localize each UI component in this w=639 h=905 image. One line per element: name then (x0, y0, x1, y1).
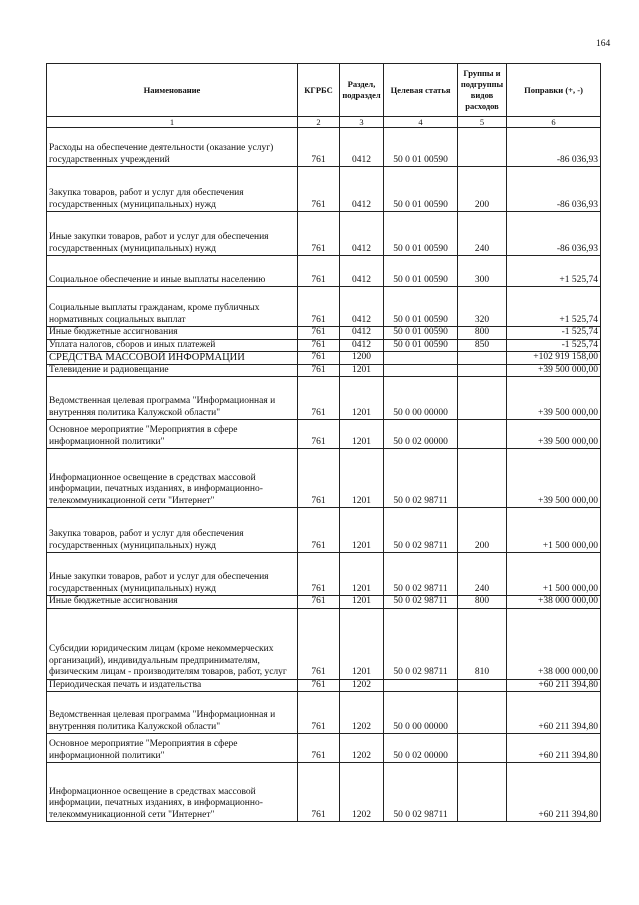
header-section: Раздел, подраздел (340, 64, 384, 117)
cell-amount: +1 525,74 (507, 256, 601, 287)
cell-target: 50 0 02 98711 (384, 763, 458, 822)
cell-group: 240 (458, 212, 507, 256)
cell-group (458, 449, 507, 508)
cell-target: 50 0 02 98711 (384, 553, 458, 596)
cell-group (458, 679, 507, 692)
table-row (47, 763, 601, 822)
cell-section: 0412 (340, 256, 384, 287)
cell-group: 240 (458, 553, 507, 596)
cell-name: Субсидии юридическим лицам (кроме некоммерческих организаций), индивидуальным предпринимателям, физическим лицам - производителям товаров, работ, услуг (47, 608, 298, 679)
cell-section: 0412 (340, 212, 384, 256)
cell-section: 0412 (340, 287, 384, 327)
cell-name: Информационное освещение в средствах массовой информации, печатных изданиях, в информационно-телекоммуникационной сети "Интернет" (47, 763, 298, 822)
cell-section: 1201 (340, 420, 384, 449)
cell-name: Основное мероприятие "Мероприятия в сфере информационной политики" (47, 734, 298, 763)
cell-group: 800 (458, 596, 507, 609)
table-row (47, 420, 601, 449)
cell-kgrbs: 761 (298, 364, 340, 377)
cell-amount: +38 000 000,00 (507, 596, 601, 609)
cell-amount: +1 525,74 (507, 287, 601, 327)
table-row (47, 327, 601, 340)
column-number: 6 (507, 117, 601, 128)
cell-kgrbs: 761 (298, 339, 340, 352)
cell-kgrbs: 761 (298, 763, 340, 822)
cell-amount: +39 500 000,00 (507, 364, 601, 377)
cell-name: Основное мероприятие "Мероприятия в сфере информационной политики" (47, 420, 298, 449)
cell-amount: +39 500 000,00 (507, 377, 601, 420)
cell-section: 0412 (340, 167, 384, 212)
cell-group (458, 128, 507, 167)
cell-target (384, 352, 458, 365)
cell-name: Иные бюджетные ассигнования (47, 596, 298, 609)
cell-name: Социальные выплаты гражданам, кроме публичных нормативных социальных выплат (47, 287, 298, 327)
cell-amount: -86 036,93 (507, 167, 601, 212)
cell-section: 1202 (340, 763, 384, 822)
cell-group (458, 364, 507, 377)
cell-target: 50 0 02 98711 (384, 596, 458, 609)
cell-amount: -1 525,74 (507, 327, 601, 340)
cell-section: 0412 (340, 339, 384, 352)
cell-group (458, 420, 507, 449)
cell-target: 50 0 02 00000 (384, 420, 458, 449)
header-name: Наименование (47, 64, 298, 117)
table-row (47, 508, 601, 553)
cell-target: 50 0 00 00000 (384, 692, 458, 734)
cell-section: 1201 (340, 596, 384, 609)
cell-target: 50 0 01 00590 (384, 287, 458, 327)
table-row (47, 734, 601, 763)
cell-kgrbs: 761 (298, 679, 340, 692)
cell-amount: +60 211 394,80 (507, 763, 601, 822)
cell-group (458, 377, 507, 420)
cell-group: 200 (458, 508, 507, 553)
cell-group: 850 (458, 339, 507, 352)
cell-name: Иные закупки товаров, работ и услуг для обеспечения государственных (муниципальных) нужд (47, 212, 298, 256)
cell-section: 0412 (340, 327, 384, 340)
cell-section: 1201 (340, 553, 384, 596)
header-group: Группы и подгруппы видов расходов (458, 64, 507, 117)
cell-kgrbs: 761 (298, 553, 340, 596)
cell-name: Ведомственная целевая программа "Информационная и внутренняя политика Калужской области" (47, 692, 298, 734)
cell-amount: +60 211 394,80 (507, 692, 601, 734)
cell-target (384, 679, 458, 692)
cell-target: 50 0 01 00590 (384, 212, 458, 256)
table-row (47, 352, 601, 365)
table-row (47, 167, 601, 212)
cell-amount: -86 036,93 (507, 212, 601, 256)
cell-kgrbs: 761 (298, 128, 340, 167)
cell-amount: +1 500 000,00 (507, 553, 601, 596)
header-kgrbs: КГРБС (298, 64, 340, 117)
cell-section: 1201 (340, 508, 384, 553)
table-header-row (47, 64, 601, 117)
cell-name: Ведомственная целевая программа "Информационная и внутренняя политика Калужской области" (47, 377, 298, 420)
cell-target: 50 0 02 98711 (384, 508, 458, 553)
cell-name: СРЕДСТВА МАССОВОЙ ИНФОРМАЦИИ (47, 352, 298, 365)
table-row (47, 364, 601, 377)
cell-amount: +60 211 394,80 (507, 734, 601, 763)
cell-section: 1201 (340, 449, 384, 508)
page-number: 164 (596, 39, 611, 49)
cell-section: 1200 (340, 352, 384, 365)
cell-name: Закупка товаров, работ и услуг для обеспечения государственных (муниципальных) нужд (47, 167, 298, 212)
table-row (47, 679, 601, 692)
cell-group (458, 692, 507, 734)
cell-kgrbs: 761 (298, 692, 340, 734)
cell-target (384, 364, 458, 377)
cell-kgrbs: 761 (298, 377, 340, 420)
table-row (47, 339, 601, 352)
cell-group (458, 763, 507, 822)
cell-section: 1201 (340, 608, 384, 679)
cell-section: 1201 (340, 377, 384, 420)
cell-target: 50 0 01 00590 (384, 128, 458, 167)
cell-target: 50 0 01 00590 (384, 327, 458, 340)
cell-section: 1201 (340, 364, 384, 377)
cell-kgrbs: 761 (298, 734, 340, 763)
cell-kgrbs: 761 (298, 420, 340, 449)
cell-amount: -1 525,74 (507, 339, 601, 352)
cell-target: 50 0 00 00000 (384, 377, 458, 420)
table-row (47, 212, 601, 256)
table-row (47, 596, 601, 609)
cell-section: 1202 (340, 692, 384, 734)
cell-kgrbs: 761 (298, 596, 340, 609)
cell-kgrbs: 761 (298, 287, 340, 327)
cell-target: 50 0 02 98711 (384, 608, 458, 679)
table-row (47, 287, 601, 327)
cell-amount: +60 211 394,80 (507, 679, 601, 692)
cell-kgrbs: 761 (298, 352, 340, 365)
cell-amount: -86 036,93 (507, 128, 601, 167)
cell-group: 810 (458, 608, 507, 679)
cell-name: Уплата налогов, сборов и иных платежей (47, 339, 298, 352)
cell-amount: +39 500 000,00 (507, 420, 601, 449)
cell-name: Закупка товаров, работ и услуг для обеспечения государственных (муниципальных) нужд (47, 508, 298, 553)
cell-amount: +1 500 000,00 (507, 508, 601, 553)
table-row (47, 553, 601, 596)
column-number: 3 (340, 117, 384, 128)
cell-target: 50 0 01 00590 (384, 256, 458, 287)
table-row (47, 128, 601, 167)
cell-target: 50 0 01 00590 (384, 167, 458, 212)
cell-amount: +38 000 000,00 (507, 608, 601, 679)
table-row (47, 692, 601, 734)
cell-group: 800 (458, 327, 507, 340)
column-number-row (47, 117, 601, 128)
cell-group (458, 734, 507, 763)
cell-kgrbs: 761 (298, 327, 340, 340)
budget-amendments-table (46, 63, 601, 822)
cell-name: Расходы на обеспечение деятельности (оказание услуг) государственных учреждений (47, 128, 298, 167)
table-body (47, 128, 601, 822)
header-target: Целевая статья (384, 64, 458, 117)
cell-section: 1202 (340, 679, 384, 692)
cell-kgrbs: 761 (298, 508, 340, 553)
cell-section: 1202 (340, 734, 384, 763)
cell-kgrbs: 761 (298, 212, 340, 256)
cell-name: Информационное освещение в средствах массовой информации, печатных изданиях, в информационно-телекоммуникационной сети "Интернет" (47, 449, 298, 508)
cell-name: Периодическая печать и издательства (47, 679, 298, 692)
cell-kgrbs: 761 (298, 449, 340, 508)
cell-kgrbs: 761 (298, 608, 340, 679)
cell-kgrbs: 761 (298, 256, 340, 287)
cell-group: 200 (458, 167, 507, 212)
cell-target: 50 0 01 00590 (384, 339, 458, 352)
cell-section: 0412 (340, 128, 384, 167)
table-row (47, 377, 601, 420)
column-number: 5 (458, 117, 507, 128)
cell-target: 50 0 02 00000 (384, 734, 458, 763)
cell-name: Иные закупки товаров, работ и услуг для обеспечения государственных (муниципальных) нужд (47, 553, 298, 596)
cell-group: 300 (458, 256, 507, 287)
cell-name: Социальное обеспечение и иные выплаты населению (47, 256, 298, 287)
cell-target: 50 0 02 98711 (384, 449, 458, 508)
cell-kgrbs: 761 (298, 167, 340, 212)
table-row (47, 608, 601, 679)
cell-group: 320 (458, 287, 507, 327)
cell-amount: +102 919 158,00 (507, 352, 601, 365)
header-amendment: Поправки (+, -) (507, 64, 601, 117)
column-number: 2 (298, 117, 340, 128)
cell-name: Иные бюджетные ассигнования (47, 327, 298, 340)
table-row (47, 256, 601, 287)
table-row (47, 449, 601, 508)
column-number: 4 (384, 117, 458, 128)
cell-amount: +39 500 000,00 (507, 449, 601, 508)
cell-group (458, 352, 507, 365)
cell-name: Телевидение и радиовещание (47, 364, 298, 377)
column-number: 1 (47, 117, 298, 128)
